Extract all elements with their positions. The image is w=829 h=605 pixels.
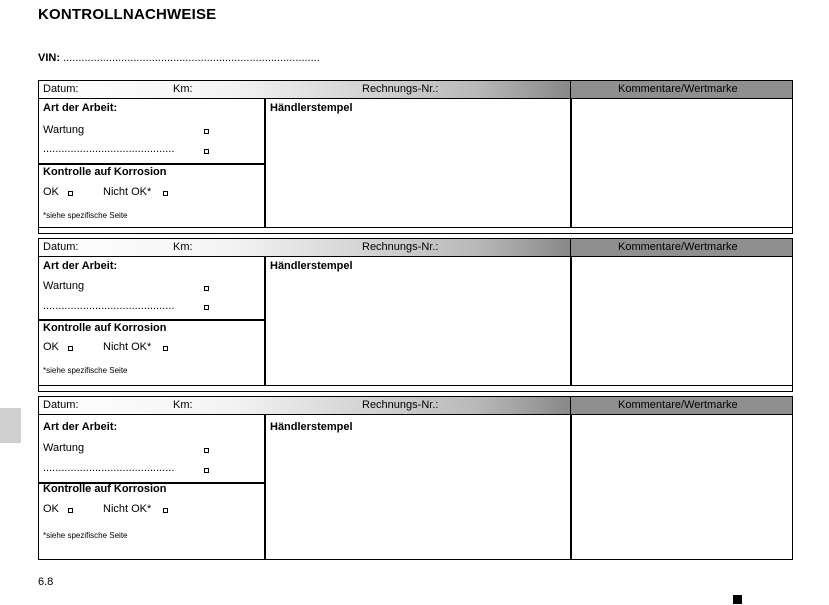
art-der-arbeit-label: Art der Arbeit: — [43, 260, 118, 272]
wartung-checkbox[interactable] — [204, 129, 209, 134]
section-divider — [39, 319, 265, 321]
corner-marker — [733, 595, 742, 604]
km-label: Km: — [173, 399, 193, 411]
vin-field — [38, 52, 320, 64]
block-bottom-strip — [39, 227, 792, 233]
other-work-dotted-line: ........................................... — [43, 462, 175, 474]
other-work-checkbox[interactable] — [204, 305, 209, 310]
km-label: Km: — [173, 83, 193, 95]
column-divider — [570, 99, 572, 233]
kontrolle-korrosion-label: Kontrolle auf Korrosion — [43, 483, 167, 495]
footnote: *siehe spezifische Seite — [43, 366, 128, 375]
side-tab-marker — [0, 408, 21, 443]
wartung-checkbox[interactable] — [204, 448, 209, 453]
vin-label: VIN: — [38, 52, 60, 64]
nicht-ok-checkbox[interactable] — [163, 508, 168, 513]
column-divider — [264, 415, 266, 559]
wartung-label: Wartung — [43, 442, 85, 454]
block-bottom-strip — [39, 385, 792, 391]
wartung-checkbox[interactable] — [204, 286, 209, 291]
haendlerstempel-label: Händlerstempel — [270, 102, 353, 114]
art-der-arbeit-label: Art der Arbeit: — [43, 421, 118, 433]
column-divider — [264, 99, 266, 233]
footnote: *siehe spezifische Seite — [43, 531, 128, 540]
rechnungs-nr-label: Rechnungs-Nr.: — [362, 83, 439, 95]
ok-label: OK — [43, 503, 59, 515]
other-work-checkbox[interactable] — [204, 149, 209, 154]
footnote: *siehe spezifische Seite — [43, 211, 128, 220]
ok-checkbox[interactable] — [68, 346, 73, 351]
datum-label: Datum: — [43, 83, 79, 95]
column-divider — [570, 257, 572, 391]
km-label: Km: — [173, 241, 193, 253]
rechnungs-nr-label: Rechnungs-Nr.: — [362, 241, 439, 253]
haendlerstempel-label: Händlerstempel — [270, 421, 353, 433]
wartung-label: Wartung — [43, 124, 85, 136]
ok-checkbox[interactable] — [68, 508, 73, 513]
other-work-dotted-line: ........................................... — [43, 300, 175, 312]
page-title: KONTROLLNACHWEISE — [38, 6, 217, 23]
kontrolle-korrosion-label: Kontrolle auf Korrosion — [43, 166, 167, 178]
kommentare-label: Kommentare/Wertmarke — [618, 399, 738, 411]
record-header — [39, 397, 792, 415]
nicht-ok-checkbox[interactable] — [163, 191, 168, 196]
datum-label: Datum: — [43, 241, 79, 253]
record-header — [39, 239, 792, 257]
nicht-ok-label: Nicht OK* — [103, 341, 152, 353]
vin-dotted-line: .................................................................................... — [63, 52, 320, 64]
art-der-arbeit-label: Art der Arbeit: — [43, 102, 118, 114]
nicht-ok-label: Nicht OK* — [103, 186, 152, 198]
other-work-dotted-line: ........................................... — [43, 143, 175, 155]
ok-label: OK — [43, 341, 59, 353]
nicht-ok-label: Nicht OK* — [103, 503, 152, 515]
kommentare-label: Kommentare/Wertmarke — [618, 241, 738, 253]
column-divider — [570, 415, 572, 559]
nicht-ok-checkbox[interactable] — [163, 346, 168, 351]
ok-checkbox[interactable] — [68, 191, 73, 196]
other-work-checkbox[interactable] — [204, 468, 209, 473]
haendlerstempel-label: Händlerstempel — [270, 260, 353, 272]
page-number: 6.8 — [38, 576, 54, 588]
kommentare-label: Kommentare/Wertmarke — [618, 83, 738, 95]
ok-label: OK — [43, 186, 59, 198]
wartung-label: Wartung — [43, 280, 85, 292]
record-header — [39, 81, 792, 99]
rechnungs-nr-label: Rechnungs-Nr.: — [362, 399, 439, 411]
column-divider — [264, 257, 266, 391]
inspection-record-block — [38, 238, 793, 392]
section-divider — [39, 163, 265, 165]
inspection-record-block — [38, 80, 793, 234]
datum-label: Datum: — [43, 399, 79, 411]
inspection-record-block — [38, 396, 793, 560]
kontrolle-korrosion-label: Kontrolle auf Korrosion — [43, 322, 167, 334]
